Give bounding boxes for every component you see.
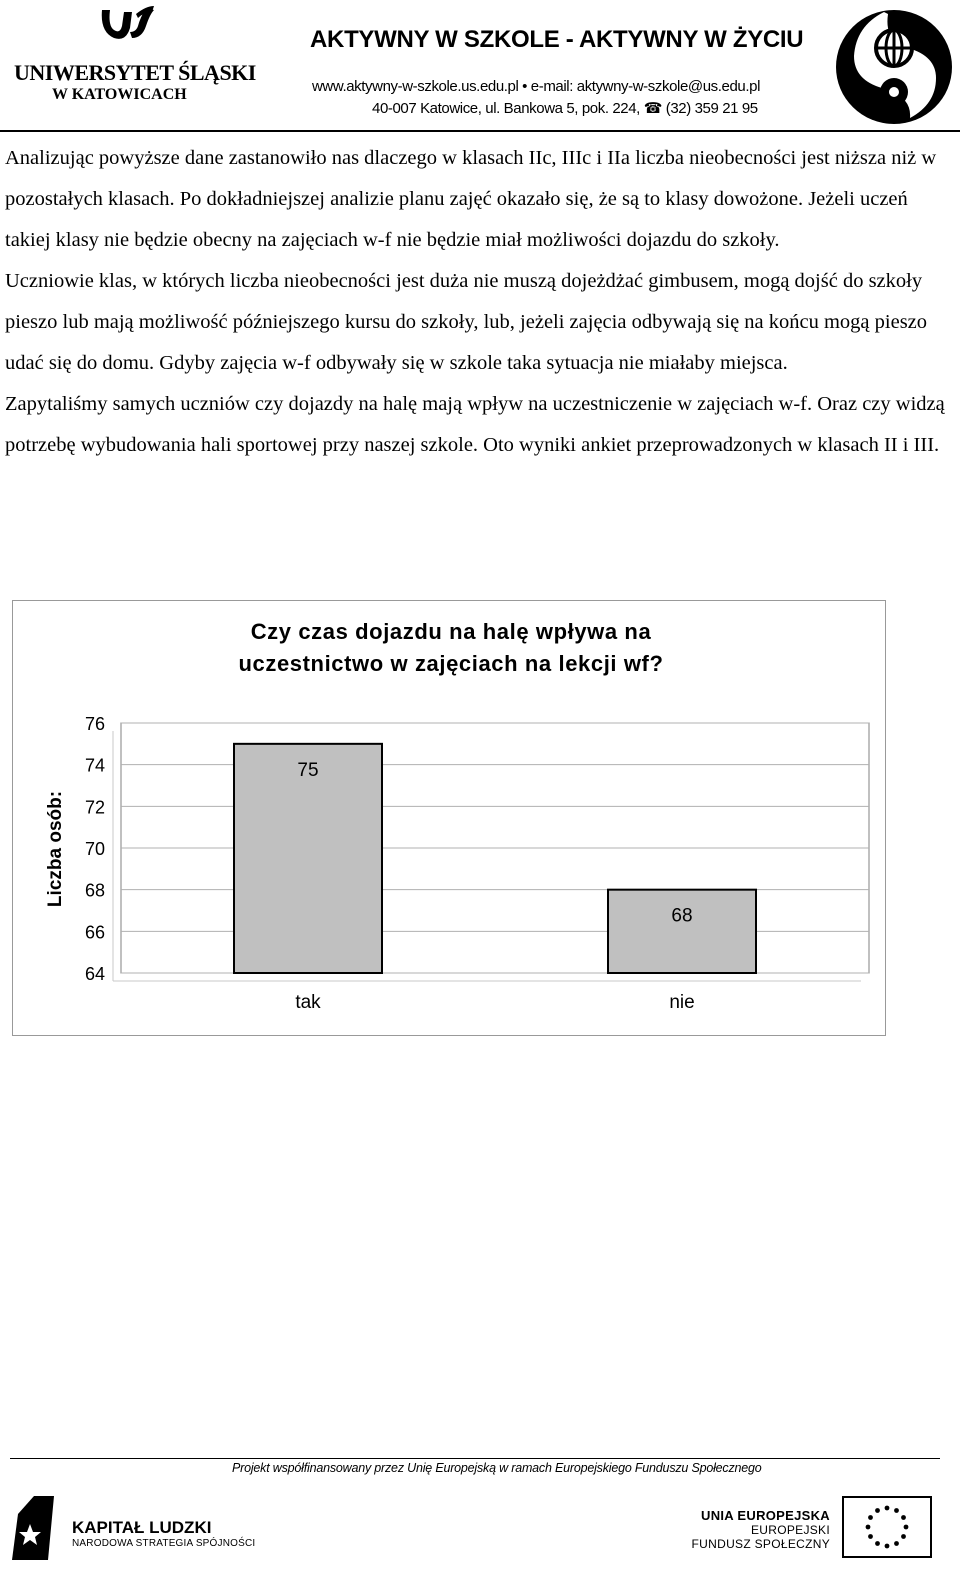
chart-title-line1: Czy czas dojazdu na halę wpływa na [250,619,652,644]
eu-fund-line1: EUROPEJSKI [750,1523,830,1537]
eu-star-icon [904,1525,909,1530]
survey-chart [12,600,886,1036]
kapital-ludzki-title: KAPITAŁ LUDZKI [72,1518,212,1537]
eu-star-icon [868,1515,873,1520]
eu-star-icon [875,1508,880,1513]
paragraph-students-commute: Uczniowie klas, w których liczba nieobecności jest duża nie muszą dojeżdżać gimbusem, mogą dojść do szkoły pieszo lub mają możliwość późniejszego kursu do szkoły, lub, jeżeli zajęcia odbywają się na końcu mogą pieszo udać się do domu. Gdyby zajęcia w-f odbywały się w szkole taka sytuacja nie miałaby miejsca. [5,270,928,374]
paragraph-survey-intro: Zapytaliśmy samych uczniów czy dojazdy na halę mają wpływ na uczestniczenie w zajęciach w-f. Oraz czy widzą potrzebę wybudowania hali sportowej przy naszej szkole. Oto wyniki ankiet przeprowadzonych w klasach II i III. [5,393,945,456]
chart-canvas [13,601,885,1035]
paragraph-absence-analysis: Analizując powyższe dane zastanowiło nas dlaczego w klasach IIc, IIIc i IIa liczba nieobecności jest niższa niż w pozostałych klasach. Po dokładniejszej analizie planu zajęć okazało się, że są to klasy dowożone. Jeżeli uczeń takiej klasy nie będzie obecny na zajęciach w-f nie będzie miał możliwości dojazdu do szkoły. [5,147,937,251]
chart-y-tick-label: 72 [84,797,105,818]
eu-flag-icon [842,1496,932,1558]
university-logo [8,4,256,104]
university-emblem-icon [96,4,156,48]
chart-y-tick-label: 74 [84,755,105,776]
chart-x-tick-label-tak: tak [295,992,321,1013]
eu-fund-line2: FUNDUSZ SPOŁECZNY [691,1537,830,1551]
chart-y-tick-label: 70 [84,839,105,859]
eu-star-icon [885,1506,890,1511]
eu-star-icon [868,1534,873,1539]
chart-data-label-nie: 68 [671,905,693,927]
chart-y-tick-label: 64 [84,964,105,984]
chart-x-tick-label-nie: nie [669,992,695,1013]
eu-star-icon [885,1544,890,1549]
chart-bar-nie [608,890,756,973]
chart-title-line2: uczestnictwo w zajęciach na lekcji wf? [238,651,664,676]
university-name: UNIWERSYTET ŚLĄSKI [14,60,256,85]
chart-x-ticks [295,992,694,1013]
project-title: AKTYWNY W SZKOLE - AKTYWNY W ŻYCIU [310,26,804,53]
eu-star-icon [894,1508,899,1513]
project-contact-web: www.aktywny-w-szkole.us.edu.pl • e-mail: aktywny-w-szkole@us.edu.pl [312,78,761,95]
kapital-ludzki-subtitle: NARODOWA STRATEGIA SPÓJNOŚCI [72,1538,256,1549]
eu-text-block [692,1508,830,1551]
eu-star-icon [894,1541,899,1546]
eu-star-icon [901,1534,906,1539]
eu-star-icon [901,1515,906,1520]
chart-y-tick-label: 68 [84,880,105,901]
footer-divider [10,1458,940,1459]
chart-y-axis-label: Liczba osób: [45,790,66,908]
eu-star-icon [875,1541,880,1546]
chart-data-label-tak: 75 [297,759,319,781]
chart-y-tick-label: 66 [84,922,105,943]
cofinance-note: Projekt współfinansowany przez Unię Europejską w ramach Europejskiego Funduszu Społecznego [232,1461,762,1475]
university-city: W KATOWICACH [52,86,187,103]
eu-name: UNIA EUROPEJSKA [701,1508,830,1523]
project-logo-icon [832,6,956,128]
kapital-ludzki-logo-icon [8,1494,58,1564]
document-body [5,138,945,466]
page-header [0,0,960,136]
chart-y-tick-label: 76 [84,714,105,734]
header-divider [0,130,960,132]
eu-star-icon [866,1525,871,1530]
chart-y-ticks [85,714,105,984]
project-contact-address: 40-007 Katowice, ul. Bankowa 5, pok. 224, ☎ (32) 359 21 95 [372,100,758,117]
